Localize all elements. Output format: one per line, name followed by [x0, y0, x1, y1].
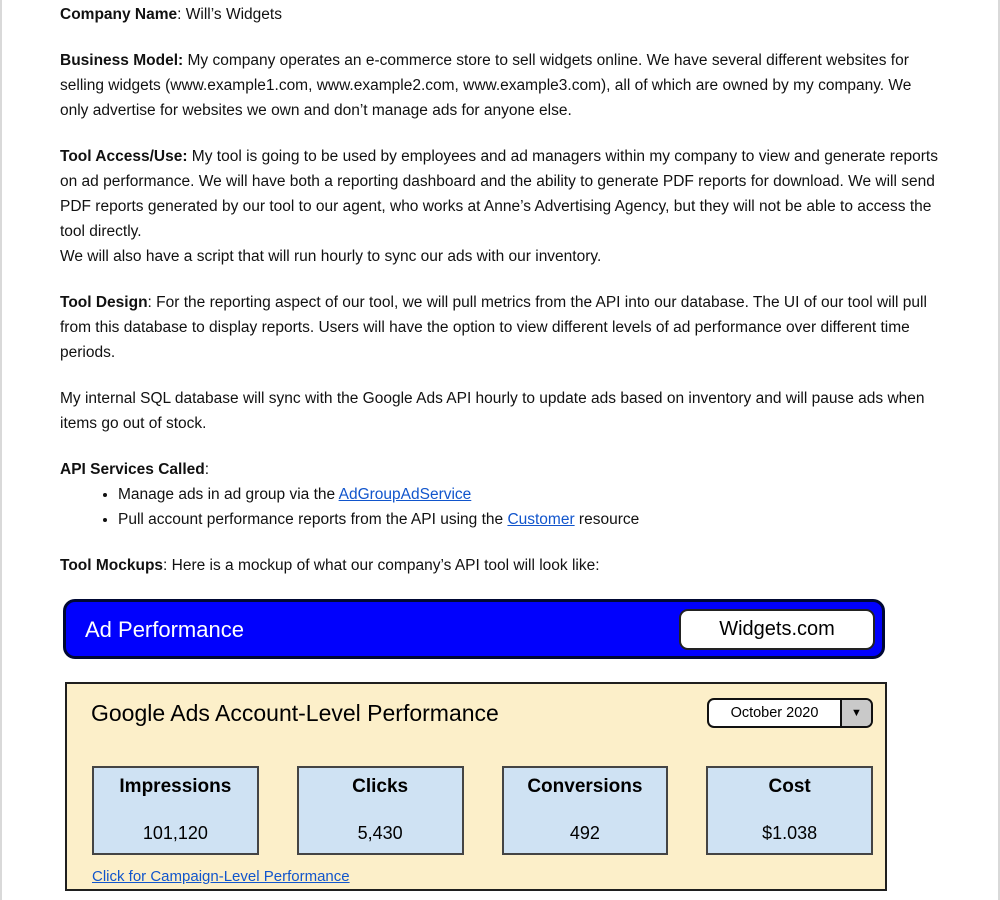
sql-sync-text: My internal SQL database will sync with the Google Ads API hourly to update ads based on inventory and will pause ads when items go out of stock. [60, 390, 925, 432]
account-performance-panel [65, 682, 887, 891]
metric-card-cost [706, 766, 873, 855]
business-model-label: Business Model: [60, 52, 184, 69]
tool-mockups-text: : Here is a mockup of what our company’s API tool will look like: [163, 557, 600, 574]
tool-design-label: Tool Design [60, 294, 148, 311]
metric-value: $1.038 [762, 823, 818, 843]
api-services-list [60, 482, 940, 532]
business-model-text: My company operates an e-commerce store to sell widgets online. We have several different websites for selling widgets (www.example1.com, www.example2.com, www.example3.com), all of which are owned by my company. We only advertise for websites we own and don’t manage ads for anyone else. [60, 52, 912, 119]
tool-access-paragraph [60, 144, 940, 269]
company-name-line [60, 2, 940, 27]
tool-design-paragraph [60, 290, 940, 365]
chevron-down-icon: ▼ [851, 706, 862, 719]
sql-sync-paragraph [60, 386, 940, 436]
panel-title: Google Ads Account-Level Performance [91, 699, 499, 726]
tool-design-text: : For the reporting aspect of our tool, we will pull metrics from the API into our database. The UI of our tool will pull from this database to display reports. Users will have the option to view different levels of ad performance over different time periods. [60, 294, 927, 361]
metric-value: 101,120 [142, 823, 208, 843]
tool-mockups-paragraph [60, 553, 940, 578]
metric-card-clicks [297, 766, 464, 855]
mockup-header-bar [63, 599, 885, 659]
month-dropdown[interactable] [707, 698, 873, 728]
metric-value: 492 [569, 823, 600, 843]
api-services-label: API Services Called [60, 461, 205, 478]
bullet-text: Manage ads in ad group via the [118, 486, 339, 503]
tool-mockups-label: Tool Mockups [60, 557, 164, 574]
widgets-home-button[interactable]: Widgets.com [679, 609, 875, 650]
company-name-sep: : [177, 6, 186, 23]
api-services-heading [60, 457, 940, 482]
document-body [60, 2, 940, 891]
bullet-text: Pull account performance reports from the API using the [118, 511, 508, 528]
metric-label: Clicks [352, 776, 409, 797]
dropdown-arrow-button[interactable] [840, 700, 871, 726]
mockup-app-title: Ad Performance [85, 616, 244, 642]
metric-label: Cost [768, 776, 811, 797]
metric-card-impressions [92, 766, 259, 855]
company-name-value: Will’s Widgets [185, 6, 282, 23]
list-item [118, 507, 940, 532]
metric-value: 5,430 [357, 823, 403, 843]
tool-access-label: Tool Access/Use: [60, 148, 188, 165]
metric-label: Impressions [119, 776, 232, 797]
month-dropdown-value: October 2020 [730, 704, 819, 721]
metrics-row [92, 766, 873, 855]
company-name-label: Company Name [60, 6, 178, 23]
list-item [118, 482, 940, 507]
business-model-paragraph [60, 48, 940, 123]
api-services-sep: : [204, 461, 210, 478]
metric-label: Conversions [527, 776, 643, 797]
adgroupadservice-link[interactable]: AdGroupAdService [338, 486, 472, 503]
campaign-level-performance-link[interactable]: Click for Campaign-Level Performance [92, 868, 350, 885]
tool-access-text: My tool is going to be used by employees and ad managers within my company to view and generate reports on ad performance. We will have both a reporting dashboard and the ability to generate PDF reports for download. We will send PDF reports generated by our tool to our agent, who works at Anne’s Advertising Agency, but they will not be able to access the tool directly. [60, 148, 938, 240]
bullet-text-post: resource [574, 511, 640, 528]
metric-card-conversions [502, 766, 669, 855]
customer-resource-link[interactable]: Customer [507, 511, 575, 528]
panel-header [79, 696, 873, 730]
tool-access-text2: We will also have a script that will run hourly to sync our ads with our inventory. [60, 248, 602, 265]
